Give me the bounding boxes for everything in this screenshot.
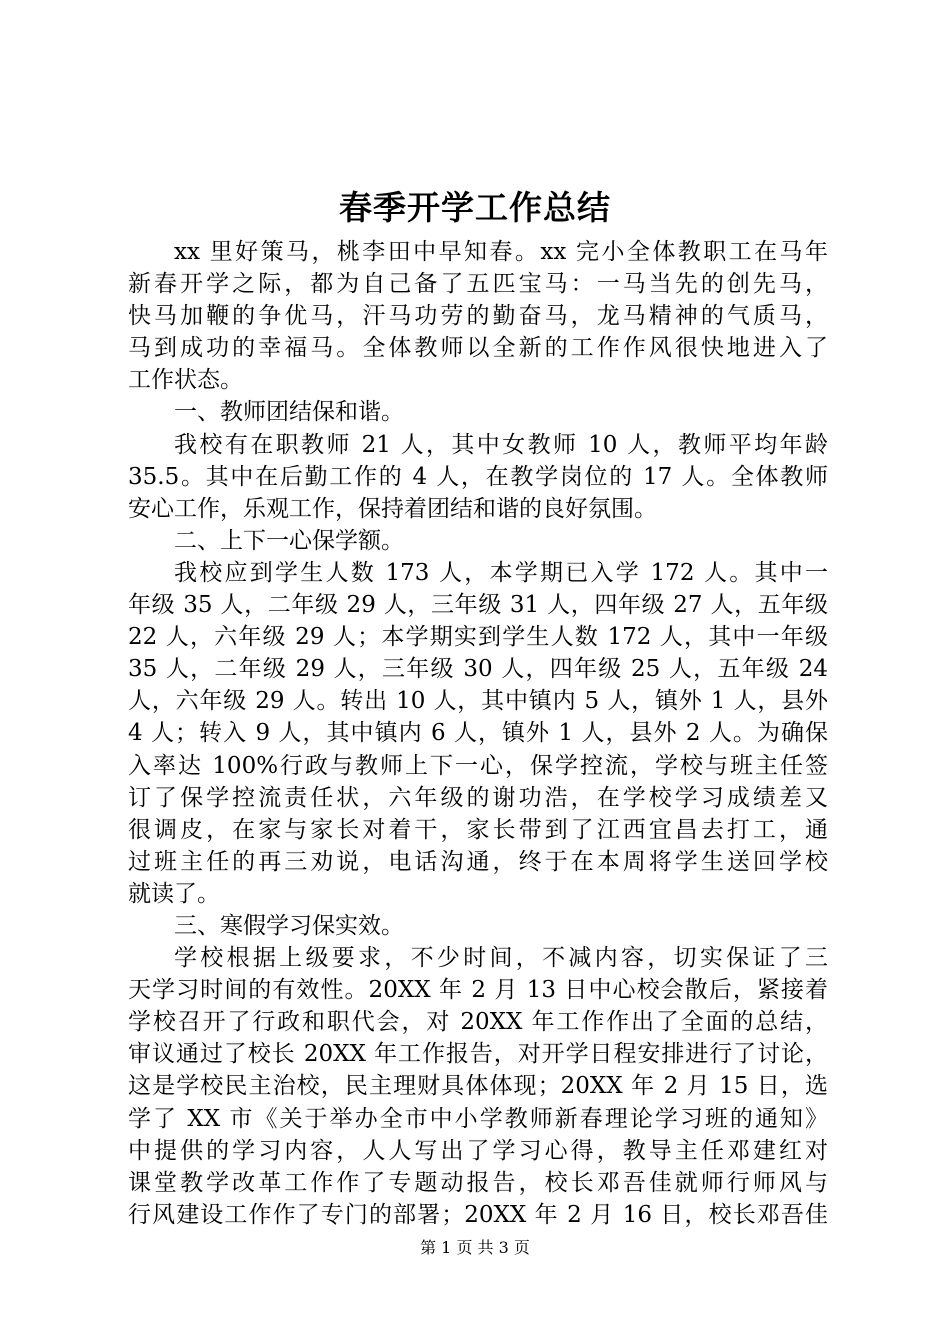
- text-line: 工作状态。: [128, 367, 243, 394]
- text-line: 35.5。其中在后勤工作的 4 人，在教学岗位的 17 人。全体教师: [128, 463, 828, 490]
- text-line: 二、上下一心保学额。: [174, 527, 404, 554]
- text-line: xx 里好策马，桃李田中早知春。xx 完小全体教职工在马年: [174, 239, 828, 265]
- text-line: 学校召开了行政和职代会，对 20XX 年工作作出了全面的总结，: [128, 1009, 828, 1036]
- page-footer: 第 1 页 共 3 页: [420, 1238, 530, 1257]
- text-line: 就读了。: [128, 880, 220, 907]
- text-line: 快马加鞭的争优马，汗马功劳的勤奋马，龙马精神的气质马，: [128, 303, 828, 330]
- text-line: 安心工作，乐观工作，保持着团结和谐的良好氛围。: [128, 495, 657, 522]
- text-line: 人，六年级 29 人。转出 10 人，其中镇内 5 人，镇外 1 人，县外: [128, 688, 828, 715]
- text-line: 三、寒假学习保实效。: [174, 912, 404, 939]
- text-line: 新春开学之际，都为自己备了五匹宝马：一马当先的创先马，: [128, 271, 828, 298]
- text-line: 订了保学控流责任状，六年级的谢功浩，在学校学习成绩差又: [128, 784, 828, 811]
- text-line: 22 人，六年级 29 人；本学期实到学生人数 172 人，其中一年级: [128, 624, 828, 651]
- text-line: 过班主任的再三劝说，电话沟通，终于在本周将学生送回学校: [128, 848, 828, 875]
- document-title: 春季开学工作总结: [339, 188, 611, 227]
- text-line: 4 人；转入 9 人，其中镇内 6 人，镇外 1 人，县外 2 人。为确保: [128, 720, 828, 747]
- text-line: 审议通过了校长 20XX 年工作报告，对开学日程安排进行了讨论，: [128, 1041, 828, 1068]
- text-line: 课堂教学改革工作作了专题动报告，校长邓吾佳就师行师风与: [128, 1169, 828, 1196]
- text-line: 年级 35 人，二年级 29 人，三年级 31 人，四年级 27 人，五年级: [128, 592, 828, 619]
- text-line: 学校根据上级要求，不少时间，不减内容，切实保证了三: [174, 945, 828, 972]
- text-line: 我校有在职教师 21 人，其中女教师 10 人，教师平均年龄: [174, 431, 828, 458]
- document-body: [128, 236, 828, 1231]
- text-line: 天学习时间的有效性。20XX 年 2 月 13 日中心校会散后，紧接着: [128, 977, 828, 1004]
- text-line: 行风建设工作作了专门的部署；20XX 年 2 月 16 日，校长邓吾佳: [128, 1201, 828, 1228]
- text-line: 很调皮，在家与家长对着干，家长带到了江西宜昌去打工，通: [128, 816, 828, 843]
- text-line: 入率达 100%行政与教师上下一心，保学控流，学校与班主任签: [128, 752, 828, 779]
- text-line: 35 人，二年级 29 人，三年级 30 人，四年级 25 人，五年级 24: [128, 656, 828, 683]
- text-line: 一、教师团结保和谐。: [174, 399, 404, 426]
- text-line: 学了 XX 市《关于举办全市中小学教师新春理论学习班的通知》: [128, 1105, 828, 1132]
- text-line: 我校应到学生人数 173 人，本学期已入学 172 人。其中一: [174, 559, 828, 586]
- text-line: 这是学校民主治校，民主理财具体体现；20XX 年 2 月 15 日，选: [128, 1073, 828, 1100]
- text-line: 中提供的学习内容，人人写出了学习心得，教导主任邓建红对: [128, 1137, 828, 1164]
- text-line: 马到成功的幸福马。全体教师以全新的工作作风很快地进入了: [128, 335, 828, 362]
